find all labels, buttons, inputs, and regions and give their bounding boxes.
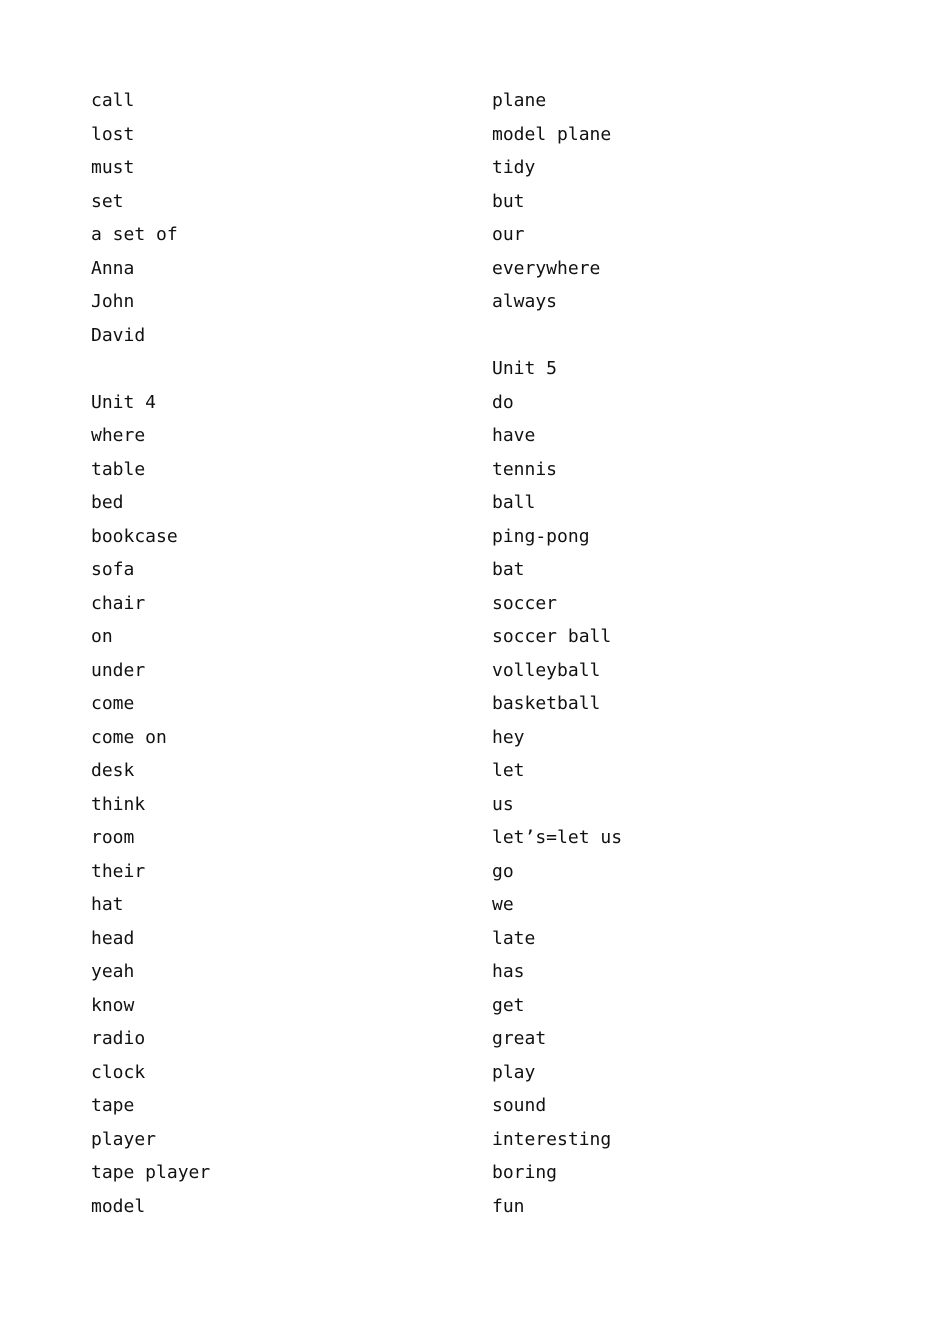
vocabulary-word: bat xyxy=(492,559,525,580)
vocabulary-word: head xyxy=(91,927,135,949)
vocabulary-word: boring xyxy=(492,1162,558,1183)
vocabulary-word: everywhere xyxy=(492,257,601,279)
vocabulary-word: where xyxy=(91,425,146,446)
vocabulary-word: let’s=let us xyxy=(492,827,623,848)
vocabulary-word: interesting xyxy=(492,1128,612,1150)
vocabulary-word: late xyxy=(492,927,536,949)
vocabulary-word: table xyxy=(91,458,146,480)
vocabulary-word: lost xyxy=(91,123,135,145)
vocabulary-word: we xyxy=(492,894,514,915)
vocabulary-word: tape xyxy=(91,1095,135,1116)
vocabulary-word: model xyxy=(91,1195,146,1217)
vocabulary-word: sofa xyxy=(91,559,135,580)
vocabulary-word: think xyxy=(91,793,146,815)
vocabulary-word: player xyxy=(91,1128,157,1150)
vocabulary-word: their xyxy=(91,860,146,882)
right-word-column xyxy=(492,86,622,1225)
vocabulary-word: desk xyxy=(91,760,135,781)
vocabulary-word: come xyxy=(91,693,135,714)
blank-line xyxy=(492,321,622,355)
vocabulary-word: soccer xyxy=(492,592,558,614)
vocabulary-word: tidy xyxy=(492,157,536,178)
unit-heading: Unit 4 xyxy=(91,391,157,413)
vocabulary-word: ball xyxy=(492,492,536,513)
vocabulary-word: basketball xyxy=(492,693,601,714)
vocabulary-word: our xyxy=(492,224,525,245)
vocabulary-word: play xyxy=(492,1061,536,1083)
vocabulary-word: Anna xyxy=(91,257,135,279)
vocabulary-word: let xyxy=(492,760,525,781)
vocabulary-word: tape player xyxy=(91,1162,211,1183)
vocabulary-word: radio xyxy=(91,1028,146,1049)
vocabulary-word: but xyxy=(492,190,525,212)
vocabulary-word: bookcase xyxy=(91,525,178,547)
vocabulary-word: get xyxy=(492,994,525,1016)
vocabulary-word: do xyxy=(492,391,514,413)
blank-line xyxy=(91,354,210,388)
left-word-column xyxy=(91,86,210,1225)
vocabulary-word: plane xyxy=(492,90,547,111)
unit-heading: Unit 5 xyxy=(492,358,558,379)
vocabulary-word: fun xyxy=(492,1195,525,1217)
vocabulary-word: must xyxy=(91,157,135,178)
vocabulary-word: has xyxy=(492,961,525,982)
vocabulary-word: tennis xyxy=(492,458,558,480)
vocabulary-word: under xyxy=(91,659,146,681)
vocabulary-word: soccer ball xyxy=(492,626,612,647)
vocabulary-word: sound xyxy=(492,1095,547,1116)
vocabulary-word: know xyxy=(91,994,135,1016)
vocabulary-word: yeah xyxy=(91,961,135,982)
vocabulary-word: chair xyxy=(91,592,146,614)
vocabulary-word: room xyxy=(91,827,135,848)
vocabulary-word: come on xyxy=(91,726,167,748)
vocabulary-word: hat xyxy=(91,894,124,915)
vocabulary-word: ping-pong xyxy=(492,525,590,547)
vocabulary-word: have xyxy=(492,425,536,446)
vocabulary-word: John xyxy=(91,291,135,312)
vocabulary-word: call xyxy=(91,90,135,111)
vocabulary-word: bed xyxy=(91,492,124,513)
vocabulary-word: clock xyxy=(91,1061,146,1083)
vocabulary-word: us xyxy=(492,793,514,815)
vocabulary-word: set xyxy=(91,190,124,212)
vocabulary-word: volleyball xyxy=(492,659,601,681)
vocabulary-word: hey xyxy=(492,726,525,748)
vocabulary-word: on xyxy=(91,626,113,647)
vocabulary-word: always xyxy=(492,291,558,312)
vocabulary-word: a set of xyxy=(91,224,178,245)
vocabulary-word: David xyxy=(91,324,146,346)
vocabulary-word: great xyxy=(492,1028,547,1049)
vocabulary-word: go xyxy=(492,860,514,882)
vocabulary-word: model plane xyxy=(492,123,612,145)
